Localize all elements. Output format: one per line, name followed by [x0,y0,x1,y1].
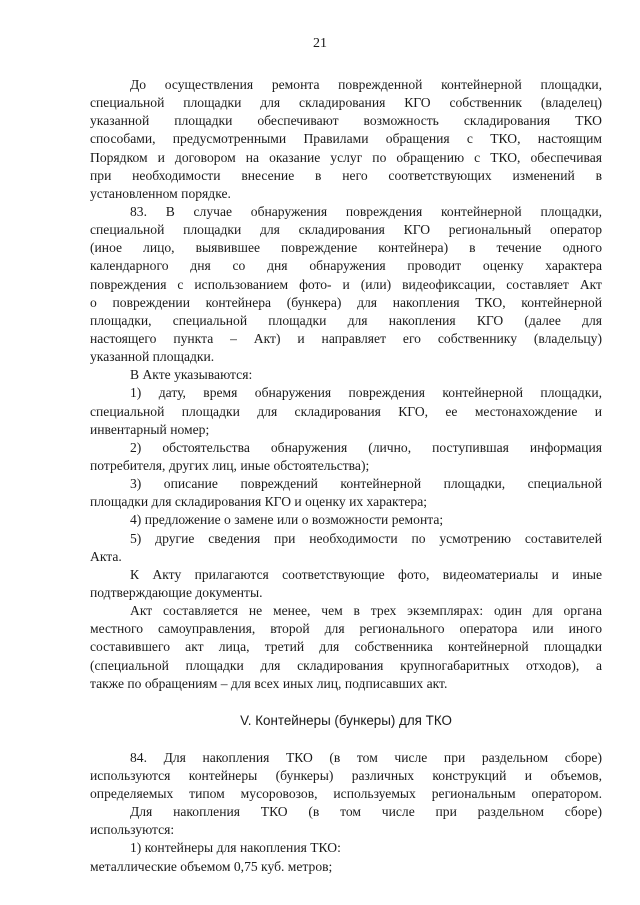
text-line: указанной площадки. [90,349,215,365]
text-line: повреждения с использованием фото- и (или) видеофиксации, составляет Акт [90,276,602,292]
text-line: определяемых типом мусоровозов, используемых региональным оператором. [90,786,602,802]
text-line: календарного дня со дня обнаружения проводит оценку характера [90,258,602,274]
text-line: 5) другие сведения при необходимости по усмотрению составителей [130,530,602,546]
text-line: подтверждающие документы. [90,584,263,600]
text-line: инвентарный номер; [90,421,210,437]
text-line: площадки для складирования КГО и оценку их характера; [90,494,428,510]
text-line: Акт составляется не менее, чем в трех экземплярах: один для органа [130,603,602,619]
text-line: 1) контейнеры для накопления ТКО: [130,840,341,856]
text-line: 84. Для накопления ТКО (в том числе при раздельном сборе) [130,749,602,765]
text-line: площадки, специальной площадки для накопления КГО (далее для [90,312,602,328]
text-line: местного самоуправления, второй для регионального оператора или иного [90,621,602,637]
text-line: используются: [90,822,175,838]
text-line: До осуществления ремонта поврежденной контейнерной площадки, [130,77,602,92]
text-line: используются контейнеры (бункеры) различных конструкций и объемов, [90,767,602,783]
section-text-2 [90,749,602,876]
text-line: специальной площадки для складирования КГО региональный оператор [90,222,602,238]
text-line: Акта. [90,548,122,564]
text-line: 1) дату, время обнаружения повреждения контейнерной площадки, [130,385,602,401]
text-line: 4) предложение о замене или о возможности ремонта; [130,512,444,528]
text-line: установленном порядке. [90,185,231,201]
text-line: Порядком и договором на оказание услуг по обращению с ТКО, обеспечивая [90,149,602,165]
text-line: потребителя, других лиц, иные обстоятельства); [90,457,370,473]
text-line: Для накопления ТКО (в том числе при раздельном сборе) [130,804,602,820]
text-line: специальной площадки для складирования КГО, ее местонахождение и [90,403,602,419]
text-line: способами, предусмотренными Правилами обращения с ТКО, настоящим [90,131,602,147]
text-line: (иное лицо, выявившее повреждение контейнера) в течение одного [90,240,602,256]
text-line: К Акту прилагаются соответствующие фото, видеоматериалы и иные [130,566,602,582]
text-line: 3) описание повреждений контейнерной площадки, специальной [130,476,602,492]
text-line: настоящего пункта – Акт) и направляет его собственнику (владельцу) [90,330,602,346]
text-line: В Акте указываются: [130,367,253,383]
text-line: металлические объемом 0,75 куб. метров; [90,858,333,874]
text-line: также по обращениям – для всех иных лиц, подписавших акт. [90,675,448,691]
section-heading: V. Контейнеры (бункеры) для ТКО [240,712,452,728]
document-body [90,76,602,876]
page-number: 21 [313,36,327,51]
text-line: о повреждении контейнера (бункера) для накопления ТКО, контейнерной [90,294,602,310]
text-line: указанной площадки обеспечивают возможность складирования ТКО [90,113,602,129]
text-line: при необходимости внесение в него соответствующих изменений в [90,167,602,183]
text-line: 83. В случае обнаружения повреждения контейнерной площадки, [130,203,602,219]
text-line: составившего акт лица, третий для собственника контейнерной площадки [90,639,602,655]
text-line: 2) обстоятельства обнаружения (лично, поступившая информация [130,439,602,455]
text-line: специальной площадки для складирования КГО собственник (владелец) [90,95,602,111]
section-text-1 [90,76,602,693]
text-line: (специальной площадки для складирования крупногабаритных отходов), а [90,657,602,673]
